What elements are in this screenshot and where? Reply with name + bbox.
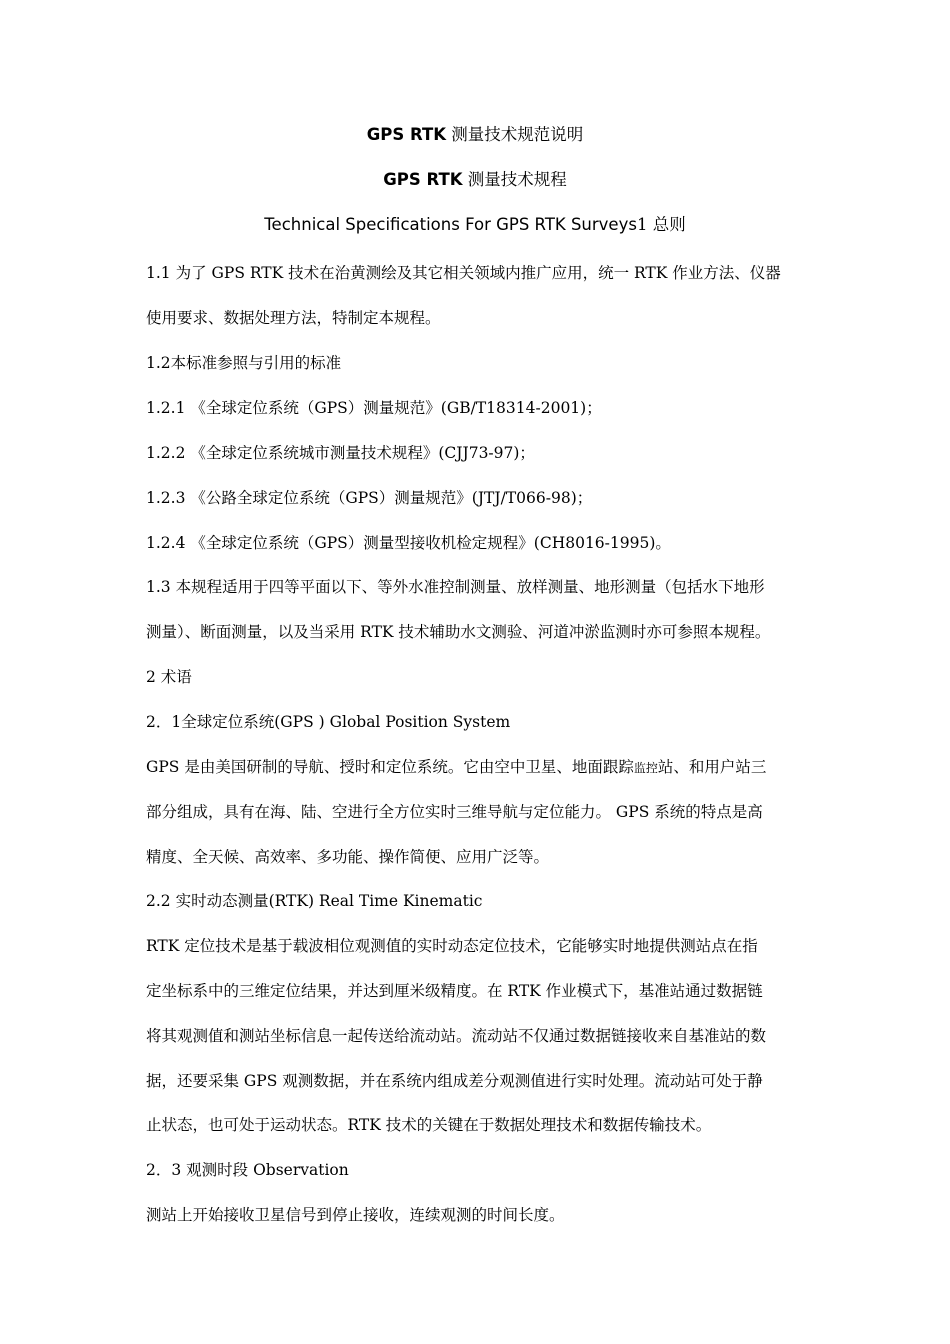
paragraph-2-1-line-2: 部分组成，具有在海、陆、空进行全方位实时三维导航与定位能力。 GPS 系统的特点是高	[146, 803, 763, 821]
paragraph-2-1-line-3: 精度、全天候、高效率、多功能、操作简便、应用广泛等。	[146, 848, 550, 866]
text-span-small: 监控	[633, 761, 658, 775]
reference-item: 1.2.1 《全球定位系统（GPS）测量规范》(GB/T18314-2001)；	[146, 399, 602, 417]
paragraph-1-1-line-2: 使用要求、数据处理方法，特制定本规程。	[146, 309, 441, 327]
document-title	[0, 125, 950, 145]
paragraph-1-1-line-1: 1.1 为了 GPS RTK 技术在治黄测绘及其它相关领域内推广应用，统一 RTK 作业方法、仪器	[146, 264, 781, 282]
reference-item: 1.2.4 《全球定位系统（GPS）测量型接收机检定规程》(CH8016-1995)。	[146, 534, 671, 552]
section-number: 1	[636, 215, 648, 234]
paragraph-2-2-line-5: 止状态，也可处于运动状态。RTK 技术的关键在于数据处理技术和数据传输技术。	[146, 1116, 712, 1134]
document-subtitle	[0, 170, 950, 190]
paragraph-2-2-line-1: RTK 定位技术是基于载波相位观测值的实时动态定位技术，它能够实时地提供测站点在指	[146, 937, 758, 955]
section-heading-general: 总则	[652, 215, 686, 234]
english-title-text: Technical Specifications For GPS RTK Surveys	[264, 215, 637, 234]
subtitle-latin: GPS RTK	[383, 170, 463, 189]
paragraph-2-2-line-4: 据，还要采集 GPS 观测数据，并在系统内组成差分观测值进行实时处理。流动站可处于静	[146, 1072, 763, 1090]
heading-1-2: 1.2本标准参照与引用的标准	[146, 354, 342, 372]
section-2-heading: 2 术语	[146, 668, 192, 686]
paragraph-2-2-line-3: 将其观测值和测站坐标信息一起传送给流动站。流动站不仅通过数据链接收来自基准站的数	[146, 1027, 767, 1045]
heading-2-3: 2．3 观测时段 Observation	[146, 1161, 349, 1179]
text-span: GPS 是由美国研制的导航、授时和定位系统。它由空中卫星、地面跟踪	[146, 758, 634, 776]
reference-item: 1.2.2 《全球定位系统城市测量技术规程》(CJJ73-97)；	[146, 444, 535, 462]
paragraph-2-1-line-1	[146, 757, 766, 778]
paragraph-2-2-line-2: 定坐标系中的三维定位结果，并达到厘米级精度。在 RTK 作业模式下，基准站通过数据链	[146, 982, 763, 1000]
paragraph-2-3: 测站上开始接收卫星信号到停止接收，连续观测的时间长度。	[146, 1206, 565, 1224]
heading-2-1: 2．1全球定位系统(GPS ) Global Position System	[146, 713, 511, 731]
paragraph-1-3-line-2: 测量）、断面测量，以及当采用 RTK 技术辅助水文测验、河道冲淤监测时亦可参照本规程。	[146, 623, 771, 641]
paragraph-1-3-line-1: 1.3 本规程适用于四等平面以下、等外水准控制测量、放样测量、地形测量（包括水下地形	[146, 578, 765, 596]
english-title	[0, 215, 950, 235]
subtitle-cjk: 测量技术规程	[467, 170, 567, 189]
title-cjk: 测量技术规范说明	[451, 125, 584, 144]
text-span: 站、和用户站三	[657, 758, 767, 776]
title-latin: GPS RTK	[366, 125, 447, 144]
heading-2-2: 2.2 实时动态测量(RTK) Real Time Kinematic	[146, 892, 483, 910]
reference-item: 1.2.3 《公路全球定位系统（GPS）测量规范》(JTJ/T066-98)；	[146, 489, 593, 507]
